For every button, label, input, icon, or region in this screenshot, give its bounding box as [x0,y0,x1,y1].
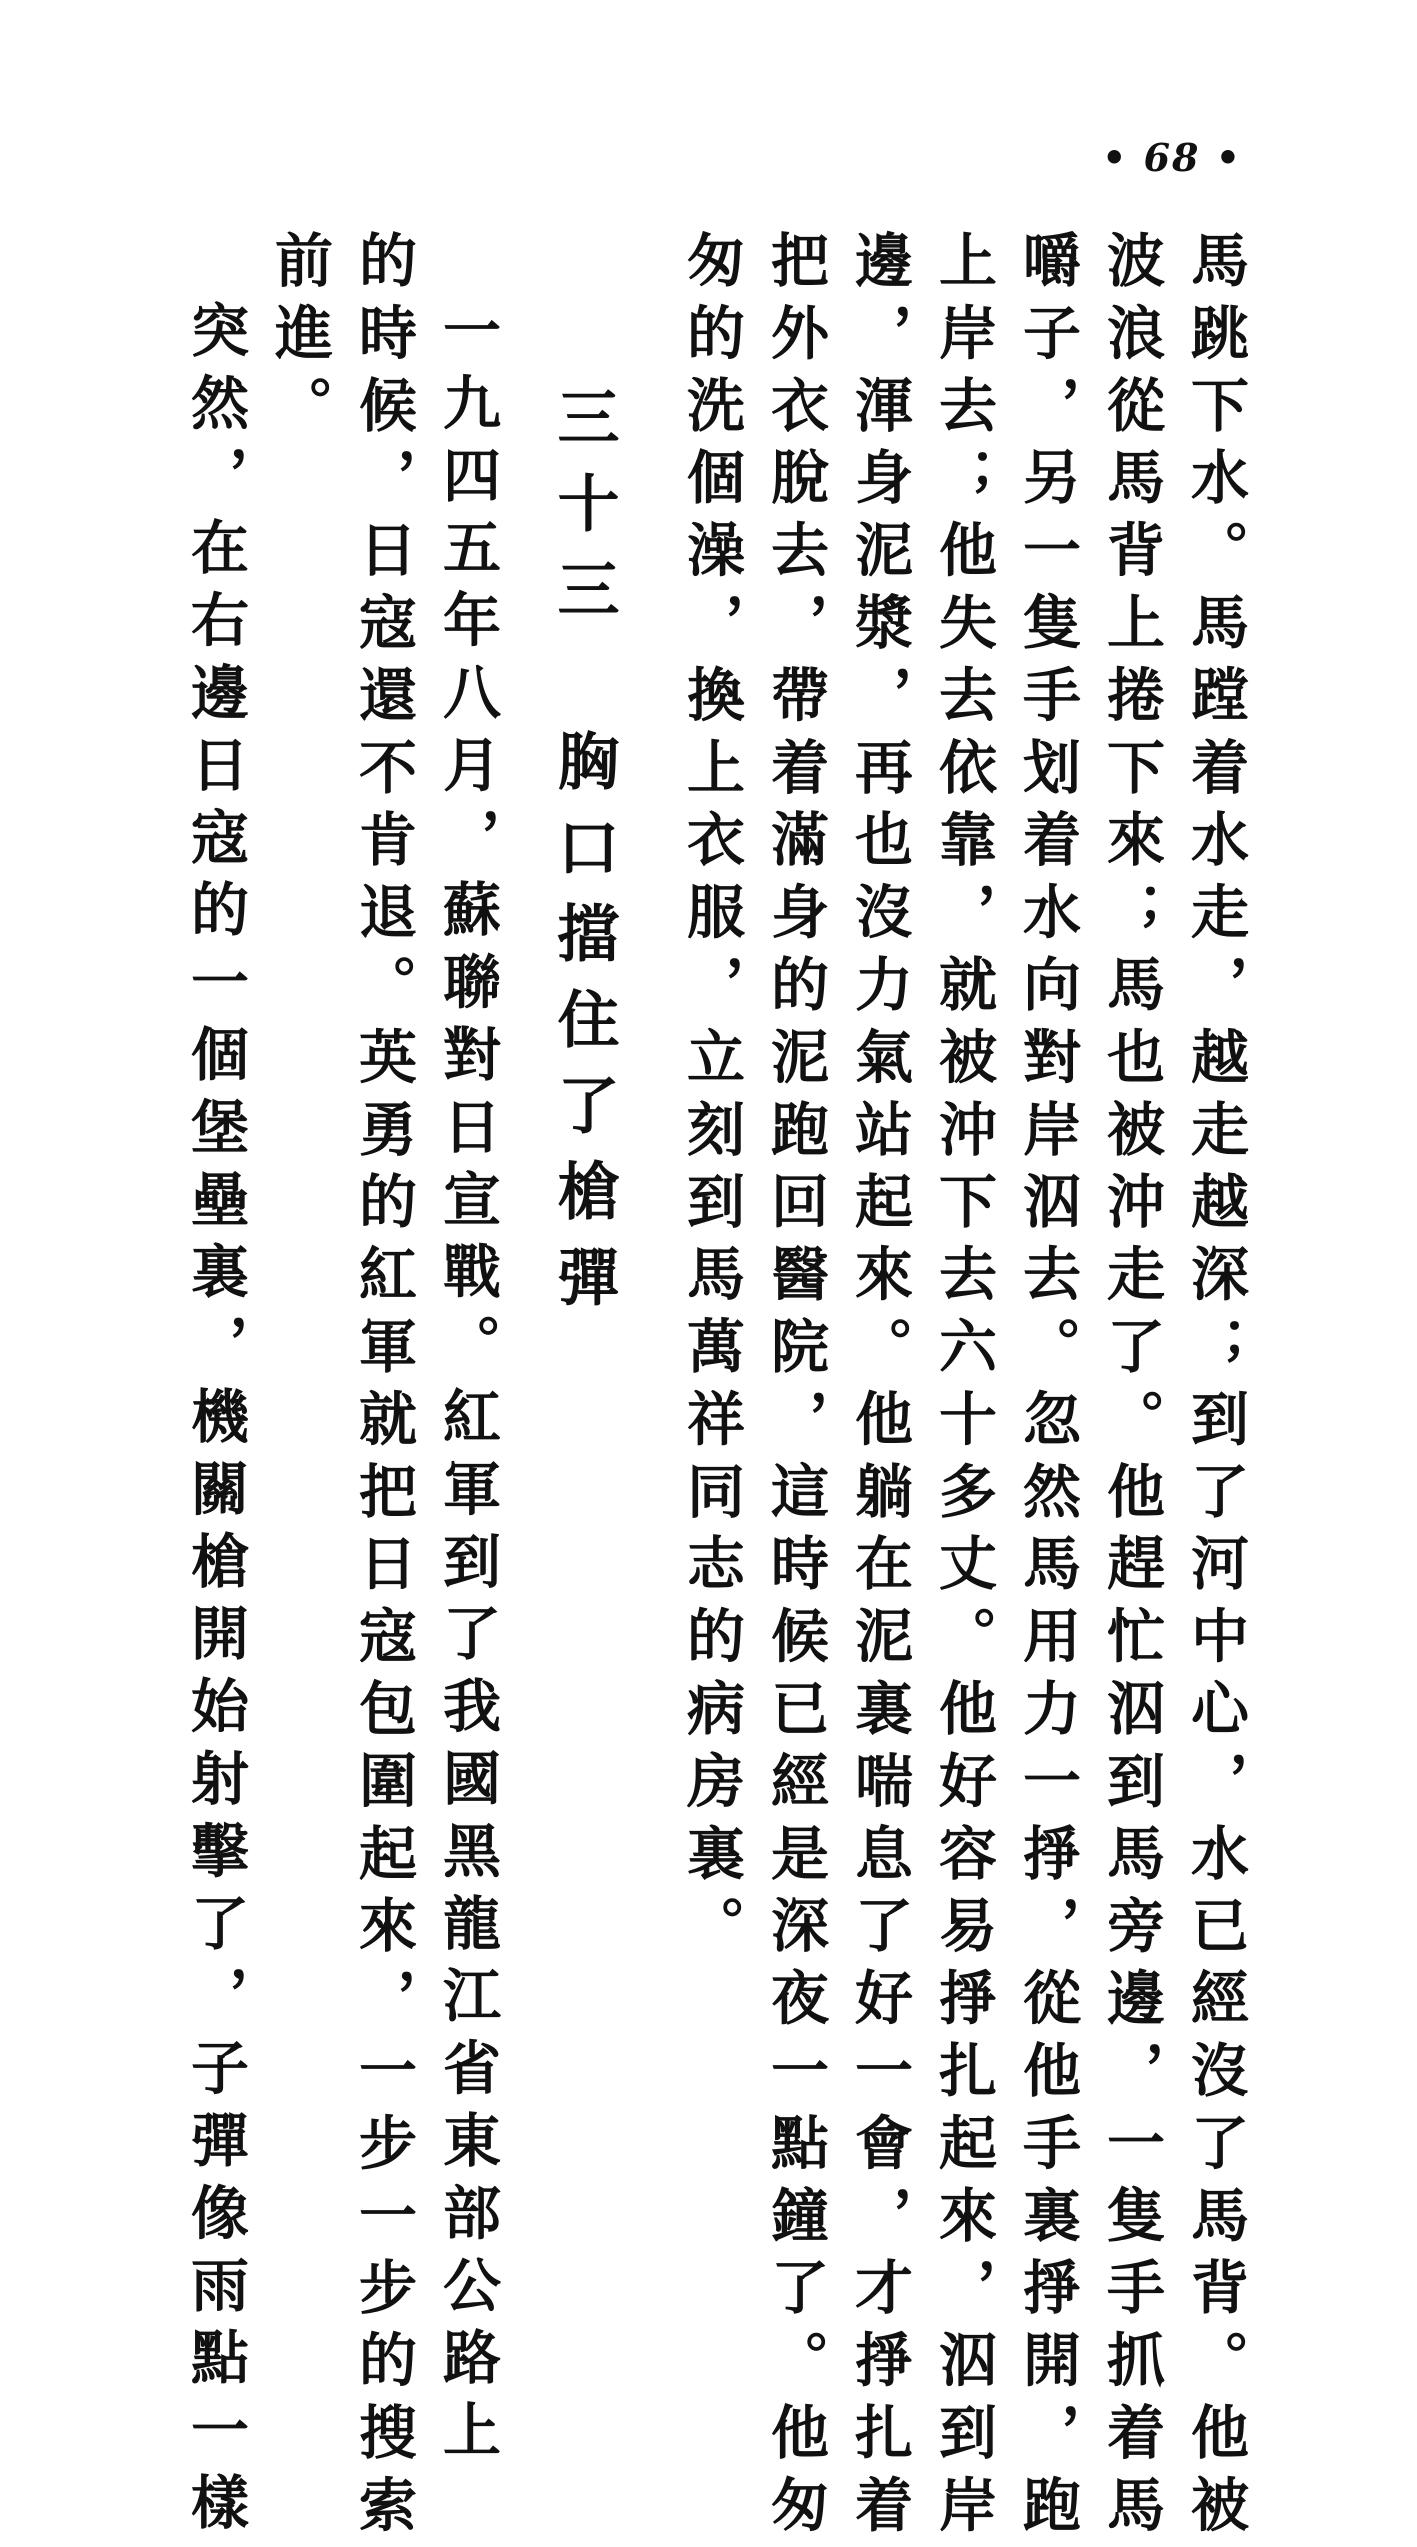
text-column-2: 波浪從馬背上捲下來；馬也被沖走了。他趕忙泅到馬旁邊，一隻手抓着馬 [1097,230,1165,2547]
text-column-5: 邊，渾身泥漿，再也沒力氣站起來。他躺在泥裏喘息了好一會，才掙扎着 [845,230,913,2547]
text-column-3: 嚼子，另一隻手划着水向對岸泅去。忽然馬用力一掙，從他手裏掙開，跑 [1013,230,1081,2547]
text-column-4: 上岸去；他失去依靠，就被沖下去六十多丈。他好容易掙扎起來，泅到岸 [929,230,997,2547]
chapter-heading: 三十三 胸口擋住了槍彈 [547,385,620,1331]
page-number: • 68 • [1102,135,1242,180]
text-column-9: 一九四五年八月，蘇聯對日宣戰。紅軍到了我國黑龍江省東部公路上 [433,300,501,2472]
text-column-11: 前進。 [265,230,333,448]
text-column-10: 的時候，日寇還不肯退。英勇的紅軍就把日寇包圍起來，一步一步的搜索 [349,230,417,2547]
text-column-6: 把外衣脫去，帶着滿身的泥跑回醫院，這時候已經是深夜一點鐘了。他匆 [761,230,829,2547]
text-column-1: 馬跳下水。馬蹚着水走，越走越深；到了河中心，水已經沒了馬背。他被 [1181,230,1249,2547]
text-column-7: 匆的洗個澡，換上衣服，立刻到馬萬祥同志的病房裏。 [677,230,745,1968]
text-column-12: 突然，在右邊日寇的一個堡壘裏，機關槍開始射擊了，子彈像雨點一樣 [181,300,249,2545]
